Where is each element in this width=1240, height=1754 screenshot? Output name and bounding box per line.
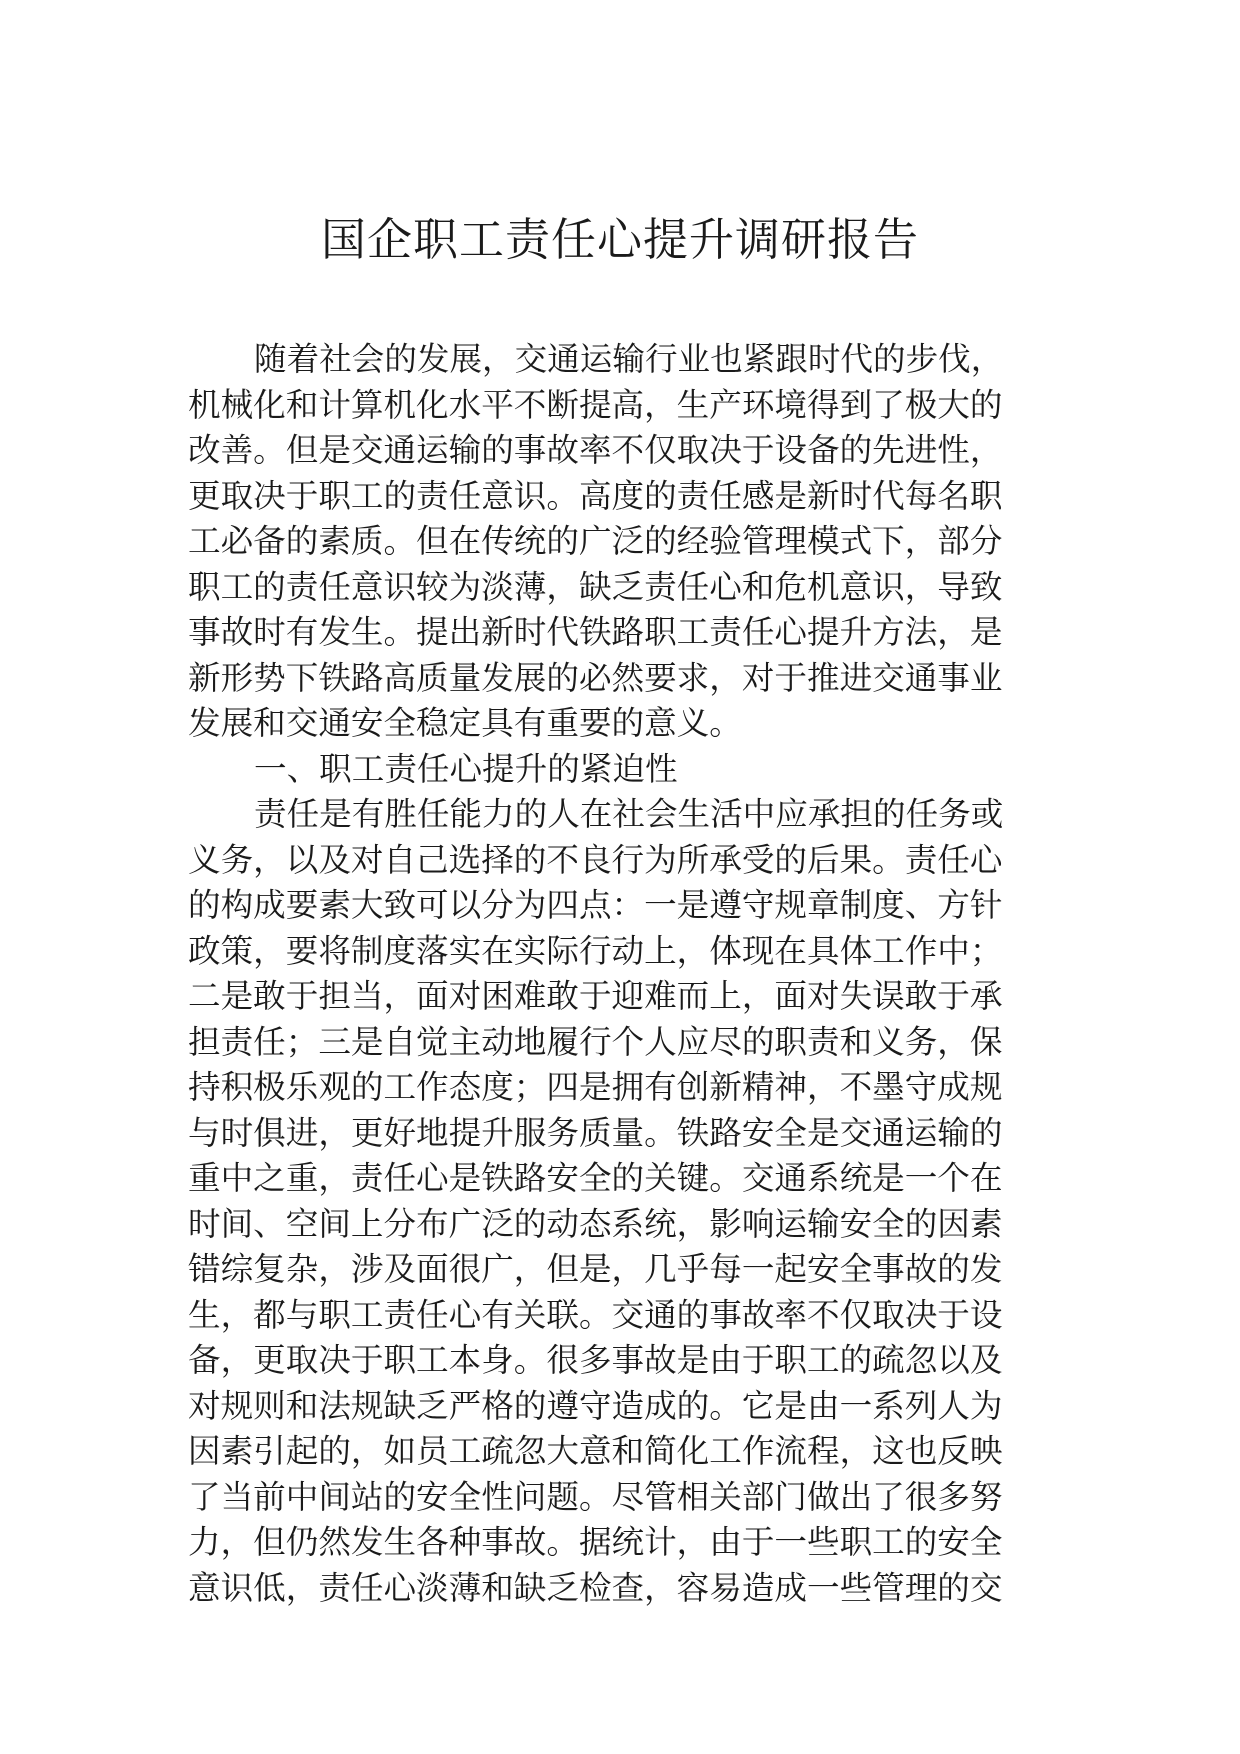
text-line: 更取决于职工的责任意识。高度的责任感是新时代每名职 [188,476,1003,515]
text-line: 机械化和计算机化水平不断提高，生产环境得到了极大的 [188,385,1003,424]
paragraph-intro [188,337,1050,747]
text-line: 了当前中间站的安全性问题。尽管相关部门做出了很多努 [188,1477,1003,1516]
text-line: 事故时有发生。提出新时代铁路职工责任心提升方法，是 [188,613,1003,651]
text-line: 义务，以及对自己选择的不良行为所承受的后果。责任心 [188,840,1003,879]
text-line: 备，更取决于职工本身。很多事故是由于职工的疏忽以及 [188,1341,1003,1379]
text-line: 对规则和法规缺乏严格的遵守造成的。它是由一系列人为 [188,1386,1003,1425]
text-line: 政策，要将制度落实在实际行动上，体现在具体工作中； [188,931,1003,970]
text-line: 发展和交通安全稳定具有重要的意义。 [188,704,742,742]
text-line: 因素引起的，如员工疏忽大意和简化工作流程，这也反映 [188,1432,1003,1470]
text-line: 持积极乐观的工作态度；四是拥有创新精神，不墨守成规 [188,1068,1003,1106]
text-line: 重中之重，责任心是铁路安全的关键。交通系统是一个在 [188,1159,1003,1197]
text-line: 担责任；三是自觉主动地履行个人应尽的职责和义务，保 [188,1022,1003,1061]
text-line: 意识低，责任心淡薄和缺乏检查，容易造成一些管理的交 [188,1568,1003,1607]
text-line: 二是敢于担当，面对困难敢于迎难而上，面对失误敢于承 [188,977,1003,1015]
text-line: 责任是有胜任能力的人在社会生活中应承担的任务或 [254,795,1004,833]
document-body [188,337,1050,1611]
text-line: 的构成要素大致可以分为四点：一是遵守规章制度、方针 [188,886,1003,924]
document-title: 国企职工责任心提升调研报告 [320,213,919,266]
text-line: 新形势下铁路高质量发展的必然要求，对于推进交通事业 [188,658,1003,697]
text-line: 错综复杂，涉及面很广，但是，几乎每一起安全事故的发 [188,1250,1003,1288]
text-line: 改善。但是交通运输的事故率不仅取决于设备的先进性， [188,431,1003,469]
paragraph-responsibility [188,792,1050,1611]
text-line: 职工的责任意识较为淡薄，缺乏责任心和危机意识，导致 [188,567,1003,606]
text-line: 与时俱进，更好地提升服务质量。铁路安全是交通运输的 [188,1113,1003,1152]
text-line: 生，都与职工责任心有关联。交通的事故率不仅取决于设 [188,1295,1003,1334]
section-heading: 一、职工责任心提升的紧迫性 [254,749,678,788]
text-line: 力，但仍然发生各种事故。据统计，由于一些职工的安全 [188,1523,1003,1561]
text-line: 随着社会的发展，交通运输行业也紧跟时代的步伐， [254,340,1004,378]
text-line: 工必备的素质。但在传统的广泛的经验管理模式下，部分 [188,522,1003,560]
text-line: 时间、空间上分布广泛的动态系统，影响运输安全的因素 [188,1204,1003,1243]
